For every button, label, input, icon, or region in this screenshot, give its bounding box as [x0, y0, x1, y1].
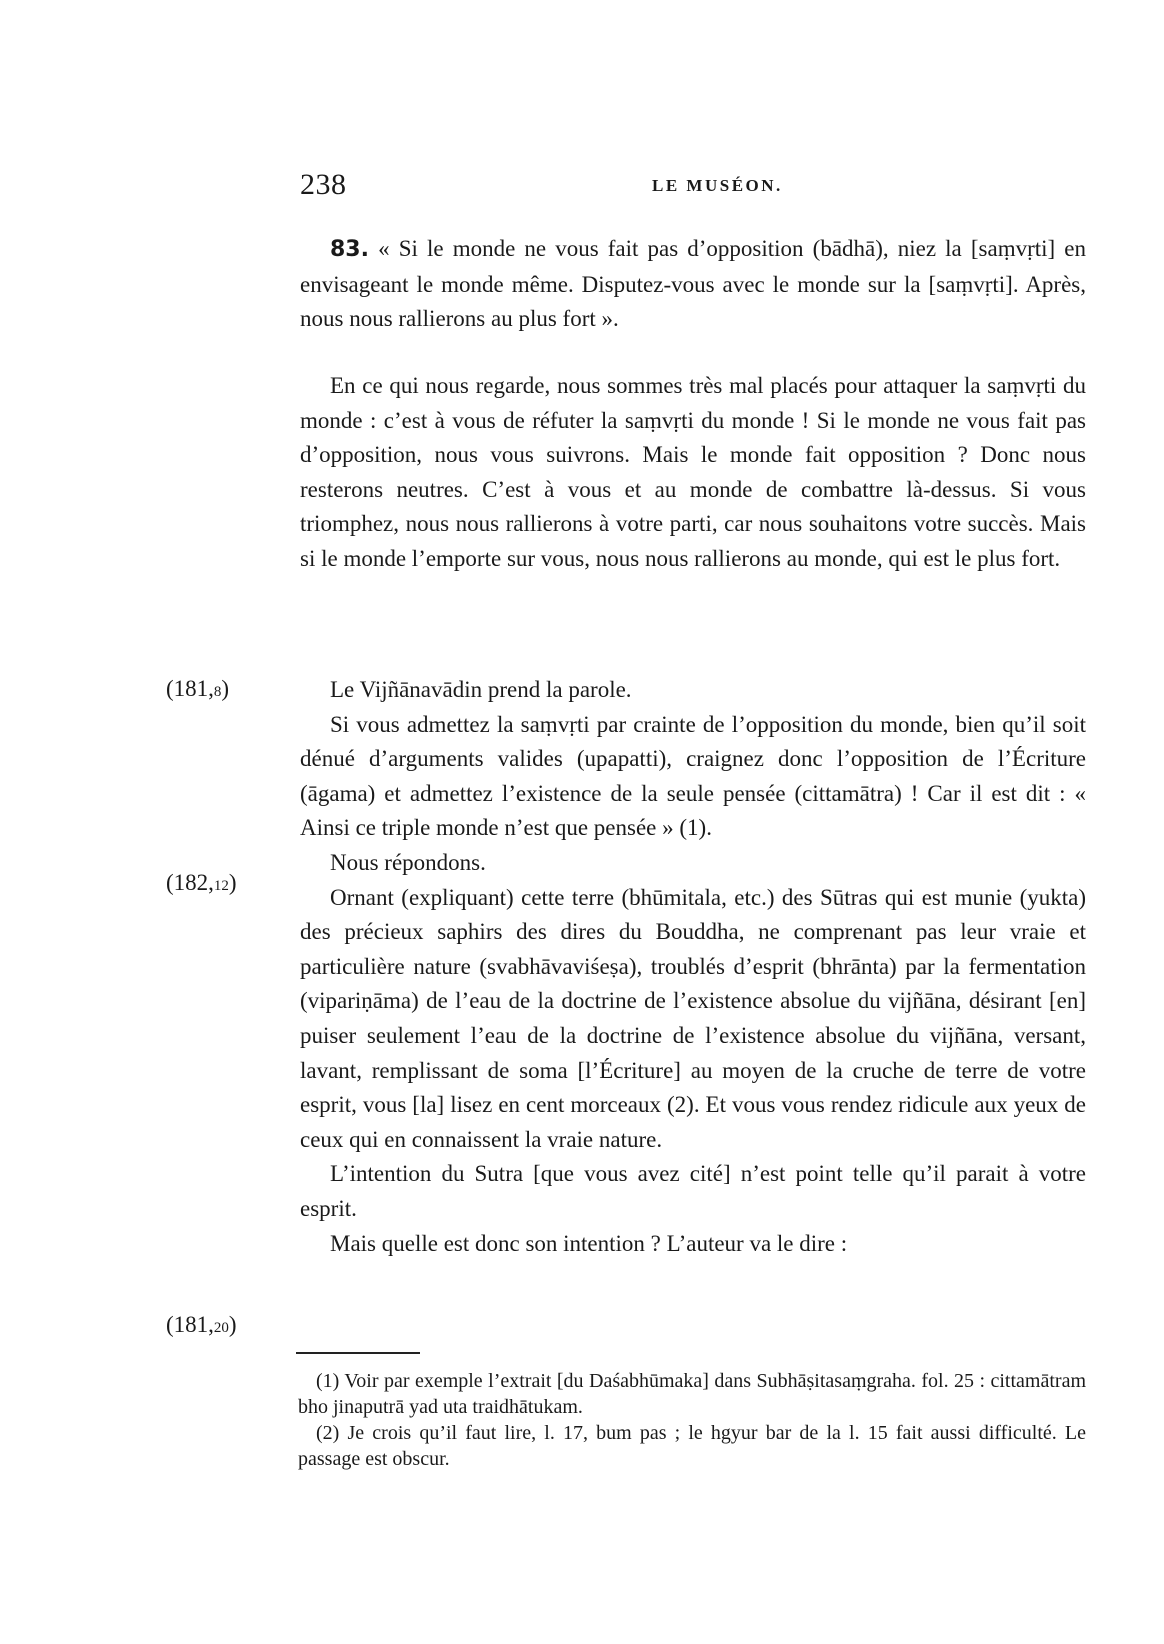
response-intention: L’intention du Sutra [que vous avez cité] n’est point telle qu’il parait à votre esprit. [300, 1161, 1086, 1221]
reply-paragraph-block [300, 369, 1086, 577]
footnote-marker: (1) [316, 1370, 340, 1392]
vijnanavadin-argument: Si vous admettez la saṃvṛti par crainte de l’opposition du monde, bien qu’il soit dénué d’arguments valides (upapatti), craignez donc l’opposition de l’Écriture (āgama) et admettez l’existence de la seule pensée (cittamātra) ! Car il est dit : « Ainsi ce triple monde n’est que pensée » (1). [300, 711, 1086, 841]
vijnanavadin-intro: Le Vijñānavādin prend la parole. [330, 677, 632, 702]
footnote-divider [296, 1352, 420, 1354]
margin-reference: (181,8) [166, 676, 230, 701]
footnote-marker: (2) [316, 1422, 340, 1444]
main-discussion [300, 673, 1086, 1261]
page-number: 238 [300, 168, 347, 201]
section-83-text: « Si le monde ne vous fait pas d’opposition (bādhā), niez la [saṃvṛti] en envisageant le monde même. Disputez-vous avec le monde sur la [saṃvṛti]. Après, nous nous rallierons au plus fort ». [300, 236, 1086, 332]
footnotes [298, 1368, 1086, 1472]
response-body: Ornant (expliquant) cette terre (bhūmitala, etc.) des Sūtras qui est munie (yukta) des précieux saphirs des dires du Bouddha, ne comprenant pas leur vraie et particulière nature (svabhāvaviśeṣa), troublés d’esprit (bhrānta) par la fermentation (vipariṇāma) de l’eau de la doctrine de l’existence absolue du vijñāna, désirant [en] puiser seulement l’eau de la doctrine de l’existence absolue du vijñāna, versant, lavant, remplissant de soma [l’Écriture] au moyen de la cruche de terre de votre esprit, vous [la] lisez en cent morceaux (2). Et vous vous rendez ridicule aux yeux de ceux qui en connaissent la vraie nature. [300, 884, 1086, 1152]
footnote-text: Je crois qu’il faut lire, l. 17, bum pas ; le hgyur bar de la l. 15 fait aussi difficulté. Le passage est obscur. [298, 1422, 1086, 1470]
margin-reference: (182,12) [166, 870, 237, 895]
footnote-text: Voir par exemple l’extrait [du Daśabhūmaka] dans Subhāṣitasaṃgraha. fol. 25 : cittamātram bho jinaputrā yad uta traidhātukam. [298, 1370, 1086, 1418]
section-83-paragraph [300, 232, 1086, 337]
section-83 [300, 232, 1086, 337]
reply-paragraph: En ce qui nous regarde, nous sommes très mal placés pour attaquer la saṃvṛti du monde : c’est à vous de réfuter la saṃvṛti du monde ! Si le monde ne vous fait pas d’opposition, nous vous suivrons. Mais le monde fait opposition ? Donc nous resterons neutres. C’est à vous et au monde de combattre là-dessus. Si vous triomphez, nous nous rallierons à votre parti, car nous souhaitons votre succès. Mais si le monde l’emporte sur vous, nous nous rallierons au monde, qui est le plus fort. [300, 373, 1086, 571]
response-intro: Nous répondons. [330, 849, 486, 875]
footnote-1 [298, 1368, 1086, 1420]
margin-reference: (181,20) [166, 1312, 237, 1337]
running-title: LE MUSÉON. [652, 176, 783, 195]
footnote-2 [298, 1420, 1086, 1472]
page-header [300, 168, 1090, 208]
response-question: Mais quelle est donc son intention ? L’auteur va le dire : [330, 1230, 848, 1256]
section-number: 83. [330, 237, 369, 262]
